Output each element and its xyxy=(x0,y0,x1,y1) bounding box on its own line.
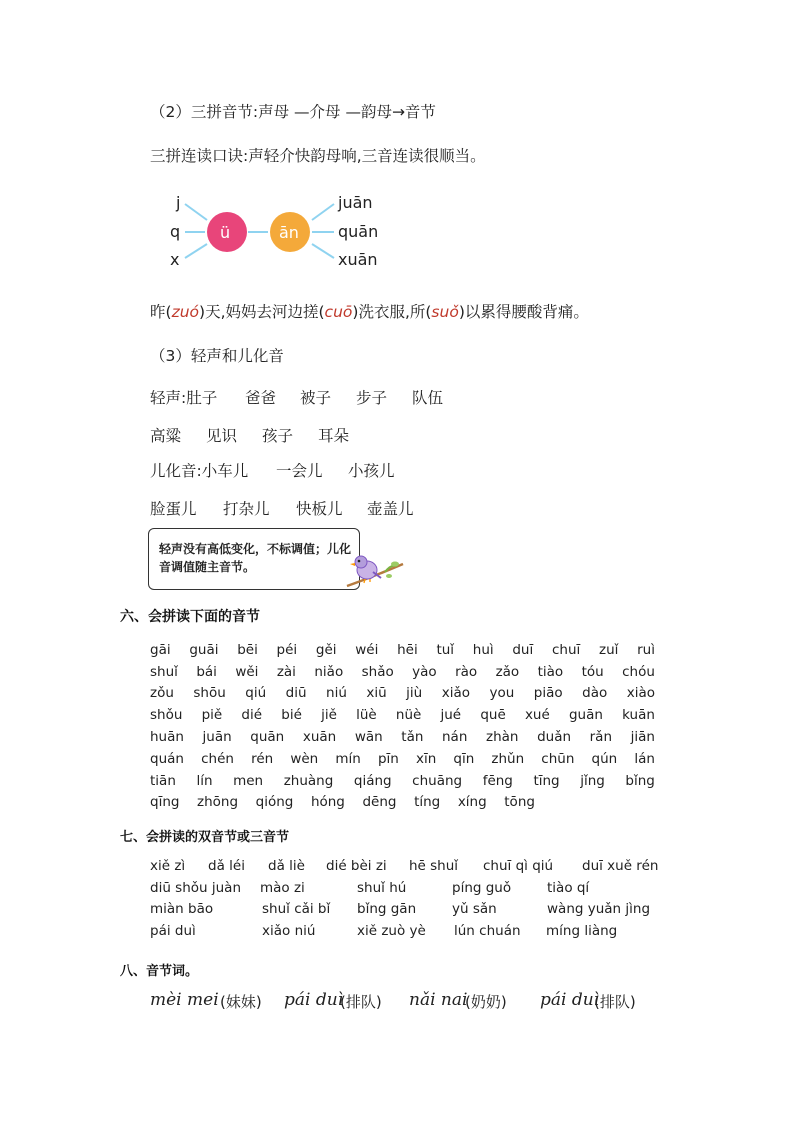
word-pinyin: shuǐ cǎi bǐ xyxy=(262,901,331,917)
syllable: juān xyxy=(202,729,232,745)
syllable: dào xyxy=(582,685,608,701)
word-pinyin: xiě zuò yè xyxy=(357,923,426,939)
word: 小车儿 xyxy=(201,462,249,480)
word-hanzi: (排队) xyxy=(594,993,636,1011)
word: 快板儿 xyxy=(296,500,343,518)
syllable: fēng xyxy=(482,773,513,789)
syllable: jiān xyxy=(630,729,655,745)
syllable: tǎn xyxy=(401,729,424,745)
syllable: qiáng xyxy=(353,773,392,789)
section-6-title: 六、会拼读下面的音节 xyxy=(120,609,260,625)
syllable: nán xyxy=(442,729,468,745)
syllable-row-3 xyxy=(150,685,655,701)
word-pinyin: dǎ léi xyxy=(208,858,245,874)
syllable: tóu xyxy=(581,664,604,680)
qingsheng-label: 轻声: xyxy=(150,389,187,407)
syllable-row-6 xyxy=(150,751,655,767)
syllable: shōu xyxy=(193,685,226,701)
word: 队伍 xyxy=(412,389,444,407)
word: 高粱 xyxy=(150,427,182,445)
word-pinyin: pái duì xyxy=(540,990,600,1010)
result-quan: quān xyxy=(338,222,379,241)
syllable: zhōng xyxy=(197,794,239,810)
initial-x: x xyxy=(170,250,180,269)
section-8-title: 八、音节词。 xyxy=(120,964,199,979)
syllable: péi xyxy=(276,642,298,658)
sentence-part: 昨( xyxy=(150,303,172,321)
syllable: zǎo xyxy=(495,664,520,680)
word-hanzi: (排队) xyxy=(340,993,382,1011)
word: 耳朵 xyxy=(318,427,350,445)
word: 小孩儿 xyxy=(348,462,395,480)
syllable: hēi xyxy=(397,642,418,658)
syllable: dēng xyxy=(362,794,397,810)
syllable: jiù xyxy=(406,685,423,701)
word: 肚子 xyxy=(186,389,218,407)
word: 一会儿 xyxy=(276,462,323,480)
word-pinyin: xiě zì xyxy=(150,858,186,874)
syllable-row-8 xyxy=(150,794,535,810)
syllable: tōng xyxy=(504,794,535,810)
word-pinyin: pái duì xyxy=(150,923,196,939)
result-juan: juān xyxy=(338,193,373,212)
syllable: shǎo xyxy=(361,664,394,680)
syllable: hóng xyxy=(310,794,345,810)
syllable: huì xyxy=(472,642,494,658)
syllable-row-2 xyxy=(150,664,655,680)
word-pinyin: mào zi xyxy=(260,880,305,896)
syllable: quē xyxy=(480,707,506,723)
word-pinyin: diū shǒu juàn xyxy=(150,880,241,896)
syllable: lín xyxy=(196,773,213,789)
syllable-row-1 xyxy=(150,642,655,658)
syllable: jiě xyxy=(321,707,337,723)
bird-on-branch-icon xyxy=(345,550,405,592)
word-pinyin: píng guǒ xyxy=(452,880,512,896)
syllable-row-5 xyxy=(150,729,655,745)
word-pinyin: dié bèi zi xyxy=(326,858,387,874)
syllable: rào xyxy=(455,664,478,680)
syllable: zài xyxy=(276,664,296,680)
medial-label: ü xyxy=(220,223,231,242)
syllable: kuān xyxy=(622,707,655,723)
syllable: chuī xyxy=(551,642,581,658)
word-pinyin: tiào qí xyxy=(547,880,590,896)
syllable: shuǐ xyxy=(150,664,178,680)
syllable: xiào xyxy=(626,685,655,701)
word-pinyin: xiǎo niú xyxy=(262,923,316,939)
syllable: xué xyxy=(524,707,550,723)
syllable: qīn xyxy=(453,751,475,767)
example-sentence xyxy=(150,300,589,322)
syllable: zǒu xyxy=(150,685,174,701)
syllable: qióng xyxy=(255,794,294,810)
word: 孩子 xyxy=(262,427,294,445)
syllable: ruì xyxy=(637,642,655,658)
qingsheng-row-1 xyxy=(150,386,444,408)
word-pinyin: yǔ sǎn xyxy=(452,901,497,917)
word: 步子 xyxy=(356,389,388,407)
syllable: mín xyxy=(335,751,361,767)
word-pinyin: shuǐ hú xyxy=(357,880,407,896)
erhua-row-1 xyxy=(150,459,410,481)
word-pinyin: pái duì xyxy=(284,990,344,1010)
word-pinyin: duī xuě rén xyxy=(582,858,659,874)
sentence-part: )以累得腰酸背痛。 xyxy=(458,303,589,321)
syllable: qiú xyxy=(245,685,267,701)
syllable: wěi xyxy=(235,664,259,680)
syllable: chén xyxy=(201,751,234,767)
word-pinyin: mèi mei xyxy=(150,990,219,1010)
initial-j: j xyxy=(176,193,181,212)
section-7-title: 七、会拼读的双音节或三音节 xyxy=(120,830,290,845)
word-pinyin: chuī qì qiú xyxy=(483,858,554,874)
syllable: yào xyxy=(412,664,437,680)
word-pinyin: nǎi nai xyxy=(409,990,468,1010)
syllable: zhàn xyxy=(485,729,519,745)
syllable: rǎn xyxy=(589,729,613,745)
word: 被子 xyxy=(300,389,332,407)
syllable-row-7 xyxy=(150,773,655,789)
pinyin-cuo: cuō xyxy=(324,303,353,321)
syllable: niú xyxy=(326,685,347,701)
syllable: tíng xyxy=(414,794,441,810)
syllable: duī xyxy=(512,642,534,658)
syllable: niǎo xyxy=(314,664,344,680)
word: 脸蛋儿 xyxy=(150,500,197,518)
syllable-row-4 xyxy=(150,707,655,723)
syllable: wān xyxy=(354,729,383,745)
syllable: rén xyxy=(251,751,274,767)
syllable: tiào xyxy=(537,664,564,680)
syllable: quán xyxy=(150,751,184,767)
syllable: quān xyxy=(250,729,285,745)
word: 打杂儿 xyxy=(223,500,270,518)
result-xuan: xuān xyxy=(338,250,378,269)
tip-text: 轻声没有高低变化，不标调值；儿化音调值随主音节。 xyxy=(159,542,352,574)
word-pinyin: bǐng gān xyxy=(357,901,417,917)
word-pinyin: dǎ liè xyxy=(268,858,305,874)
syllable: guāi xyxy=(189,642,219,658)
initial-q: q xyxy=(170,222,181,241)
syllable: bié xyxy=(281,707,302,723)
syllable: shǒu xyxy=(150,707,183,723)
word-pinyin: wàng yuǎn jìng xyxy=(547,901,651,917)
word: 见识 xyxy=(206,427,238,445)
syllable: chuāng xyxy=(412,773,463,789)
syllable: duǎn xyxy=(537,729,572,745)
erhua-label: 儿化音: xyxy=(150,462,202,480)
word: 壶盖儿 xyxy=(367,500,414,518)
syllable: diū xyxy=(285,685,307,701)
sentence-part: )洗衣服,所( xyxy=(352,303,432,321)
pinyin-suo: suǒ xyxy=(431,303,459,321)
syllable: tuǐ xyxy=(436,642,455,658)
syllable: zhǔn xyxy=(491,751,525,767)
sentence-part: )天,妈妈去河边搓( xyxy=(199,303,325,321)
pinyin-zuo: zuó xyxy=(171,303,200,321)
word-pinyin: míng liàng xyxy=(546,923,618,939)
syllable: zhuàng xyxy=(283,773,334,789)
section-2-title: （2）三拼音节:声母 —介母 —韵母→音节 xyxy=(150,103,436,121)
syllable: jǐng xyxy=(580,773,605,789)
word-pinyin: miàn bāo xyxy=(150,901,214,917)
syllable: lán xyxy=(634,751,655,767)
syllable: qīng xyxy=(150,794,180,810)
syllable: guān xyxy=(568,707,603,723)
syllable: jué xyxy=(440,707,462,723)
syllable: dié xyxy=(241,707,263,723)
tip-box xyxy=(148,528,360,590)
syllable: tīng xyxy=(533,773,560,789)
word: 爸爸 xyxy=(245,389,277,407)
word-pinyin: hē shuǐ xyxy=(409,858,459,874)
final-label: ān xyxy=(279,223,299,242)
syllable: xiǎo xyxy=(441,685,470,701)
syllable: wèn xyxy=(290,751,319,767)
syllable: tiān xyxy=(150,773,176,789)
syllable: piāo xyxy=(533,685,563,701)
syllable: lüè xyxy=(356,707,377,723)
syllable-words-row xyxy=(150,990,670,1014)
syllable: gāi xyxy=(150,642,171,658)
syllable: zuǐ xyxy=(598,642,619,658)
syllable: xīn xyxy=(415,751,437,767)
syllable: nüè xyxy=(395,707,422,723)
syllable: chūn xyxy=(541,751,575,767)
syllable: pīn xyxy=(377,751,399,767)
syllable: piě xyxy=(201,707,223,723)
syllable: you xyxy=(489,685,515,701)
three-part-syllable-diagram xyxy=(150,186,410,276)
syllable: xiū xyxy=(366,685,387,701)
word-hanzi: (妹妹) xyxy=(220,993,262,1011)
syllable: qún xyxy=(591,751,618,767)
syllable: bǐng xyxy=(625,773,655,789)
syllable: gěi xyxy=(315,642,337,658)
word-hanzi: (奶奶) xyxy=(465,993,507,1011)
word-pinyin: lún chuán xyxy=(454,923,521,939)
syllable: bēi xyxy=(237,642,258,658)
section-2-rhyme: 三拼连读口诀:声轻介快韵母响,三音连读很顺当。 xyxy=(150,147,486,165)
syllable: chóu xyxy=(622,664,655,680)
syllable: bái xyxy=(196,664,217,680)
syllable: xuān xyxy=(302,729,337,745)
syllable: wéi xyxy=(355,642,379,658)
section-3-title: （3）轻声和儿化音 xyxy=(150,347,284,365)
syllable: men xyxy=(233,773,264,789)
syllable: huān xyxy=(150,729,184,745)
syllable: xíng xyxy=(457,794,487,810)
